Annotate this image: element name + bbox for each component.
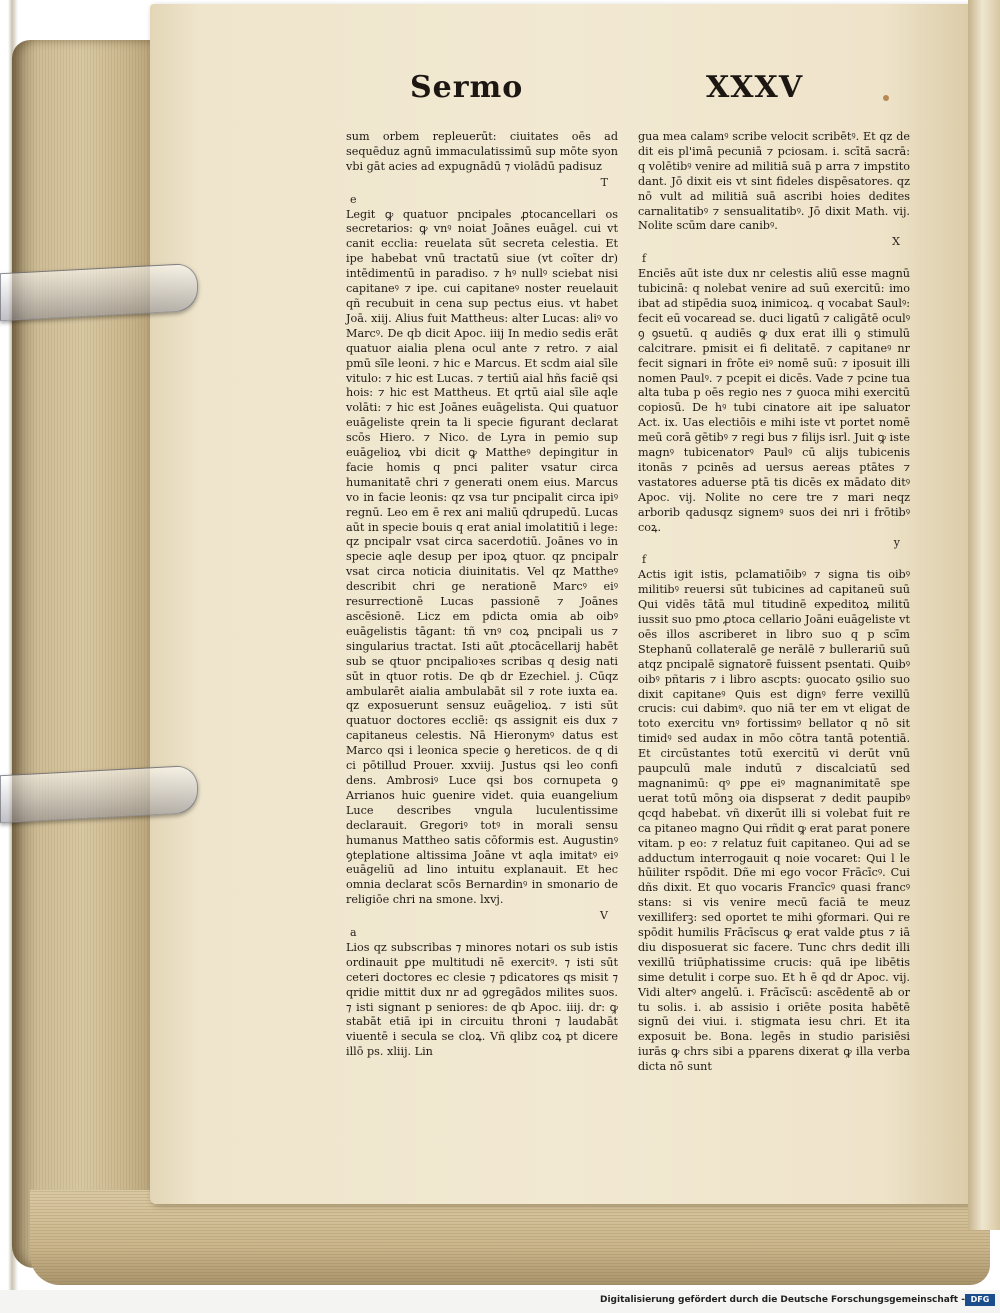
paragraph: gua mea calamꝰ scribe velocit scribētꝰ. Et qz de dit eis pl'imā pecuniā ⁊ pciosam. i. scītā sacrā: q volētibꝰ venire ad militiā suā p arra ⁊ impstito dant. Jō dixit eis vt sint fideles dispēsatores. qz nō vult ad militiā suā ascribi hoies dedites carnalitatibꝰ ⁊ sensualitatibꝰ. Jō dixit Math. vij. Nolite scūm dare canibꝰ. <box>638 130 910 233</box>
section-letter: V <box>600 909 608 923</box>
guide-letter: e <box>350 192 357 206</box>
page-mark <box>883 95 889 101</box>
guide-letter: a <box>350 926 357 940</box>
dfg-logo: DFG <box>965 1294 995 1306</box>
guide-letter: f <box>642 553 647 567</box>
section-letter: X <box>892 235 900 249</box>
paragraph: sum orbem repleuerūt: ciuitates oēs ad sequēduz agnū immaculatissimū sup mōte syon vbi gāt acies ad expugnādū ⁊ violādū padisuz <box>346 130 618 173</box>
section-letter: y <box>893 536 900 550</box>
text-column-right <box>638 130 910 1076</box>
book-fore-edge <box>12 40 152 1268</box>
paragraph: Enciēs aūt iste dux nr celestis aliū esse magnū tubicinā: q nolebat venire ad suū exercitū: imo ibat ad stipēdia suoꝝ inimicoꝝ. q vocabat Saulꝰ: fecit eū vocaread se. duci ligatū ⁊ caligātē oculꝰ ꝯ ꝯsuetū. q audiēs ꝙ dux erat illi ꝯ stimulū calcitrare. pmisit ei fi delitatē. ⁊ capitaneꝰ nr fecit signari in frōte eiꝰ nomē suū: ⁊ iposuit illi nomen Paulꝰ. ⁊ pcepit ei dicēs. Vade ⁊ pcine tua alta tuba p oēs regio nes ⁊ ꝯuoca mihi exercitū copiosū. De hꝰ tubi cinatore ait ipe saluator Act. ix. Uas electiōis e mihi iste vt portet nomē meū corā gētibꝰ ⁊ regi bus ⁊ filijs isrl. Juit ꝙ iste magnꝰ tubicenatorꝰ Paulꝰ cū alijs tubicenis itonās ⁊ pcinēs ad uersus aereas ptātes ⁊ vastatores aduerse ptā tis dicēs ex mādato ditꝰ Apoc. vij. Nolite no cere tre ⁊ mari neqz arborib qadusqz signemꝰ suos dei nri i frōtibꝰ coꝝ. <box>638 267 910 534</box>
section-letter: T <box>600 175 608 189</box>
paragraph: Actis igit istis, pclamatiōibꝰ ⁊ signa tis oibꝰ militibꝰ reuersi sūt tubicines ad capitaneū suū Qui vidēs tātā mul titudinē expeditoꝝ militū iussit suo pmo ꝓtoca cellario Joāni euāgeliste vt oēs illos ascriberet in libro suo q p scīm Stephanū collateralē ge nerālē ⁊ bullerariū suū atqz pncipalē signatorē fuissent psentati. Quibꝰ oibꝰ pñtaris ⁊ i libro ascpts: ꝯuocato ꝯsilio suo dixit capitaneꝰ Quis est dignꝰ ferre vexillū crucis: cui dabimꝰ. quo niā ter em vt eligat de toto exercitu vnꝰ fortissimꝰ bellator q nō sit timidꝰ sed audax in mōo cōtra tantā potentiā. Et circūstantes totū exercitū vi derūt vnū paupculū male indutū ⁊ discalciatū sed magnanimū: qꝰ ꝑpe eiꝰ magnanimitatē spe uerat totū mōnꝫ oia dispserat ⁊ dedit paupibꝰ qcqd habebat. vñ dixerūt illi si volebat fuit re ca pitaneo magno Qui rñdit ꝙ erat parat ponere vitam. p eo: ⁊ relatuz fuit capitaneo. Qui ad se adductum interrogauit q noie vocaret: Qui l le hūiliter rspōdit. Dñe mi ego vocor Frācīcꝰ. Cui dñs dixit. Et quo vocaris Francīcꝰ quasi francꝰ stans: si vis venire mecū faciā te meuz vexilliferꝫ: sed oportet te mihi ꝯformari. Qui re spōdit humilis Frācīscus ꝙ erat valde ꝑtus ⁊ iā diu disposuerat sic facere. Tunc chrs dedit illi vexillū triūphatissime crucis: quā ipe libētis sime detulit i corpe suo. Et h ē qd dr Apoc. vij. Vidi alterꝰ angelū. i. Frācīscū: ascēdentē ab or tu solis. i. ab assisio i oriēte posita habētē signū dei viui. i. stigmata iesu chri. Et ita exposuit be. Bona. legēs in studio parisiēsi iurās ꝙ chrs sibi a pparens dixerat ꝙ illa verba dicta nō sunt <box>638 568 910 1074</box>
paragraph: Lios qz subscribas ⁊ minores notari os sub istis ordinauit ꝑpe multitudi nē exercitꝰ. ⁊ isti sūt ceteri doctores ec clesie ⁊ pdicatores qs misit ⁊ qridie mittit dux nr ad ꝯgregādos milites suos. ⁊ isti signant p seniores: de qb Apoc. iiij. dr: ꝙ stabāt etiā ipi in circuitu throni ⁊ laudabāt viuentē i secula se cloꝝ. Vñ qlibz coꝝ pt dicere illō ps. xliij. Lin <box>346 940 618 1059</box>
running-head-right: XXXV <box>706 70 804 105</box>
book-bottom-edge <box>30 1190 990 1285</box>
running-head-left: Sermo <box>410 70 524 105</box>
paragraph: Legit ꝙ quatuor pncipales ꝓtocancellari os secretarios: ꝙ vnꝰ noiat Joānes euāgel. cui vt canit ecclia: reuelata sūt secreta celestia. Et ipe habebat vnū tractatū siue (vt coīter dr) intēdimentū in paradiso. ⁊ hꝰ nullꝰ sciebat nisi capitaneꝰ ⁊ ipe. cui capitaneꝰ noster reuelauit qñ recubuit in cena sup pectus eius. vt habet Joā. xiij. Alius fuit Mattheus: alter Lucas: aliꝰ vo Marcꝰ. De qb dicit Apoc. iiij In medio sedis erāt quatuor aialia plena ocul ante ⁊ retro. ⁊ aial pmū sīle leoni. ⁊ hic e Marcus. Et scdm aial sīle vitulo: ⁊ hic est Lucas. ⁊ tertiū aial hñs faciē qsi hois: ⁊ hic est Mattheus. Et qrtū aial sīle aqle volāti: ⁊ hic est Joānes euāgelista. Qui quatuor euāgeliste qrein ta li specie figurant declarat scōs Hiero. ⁊ Nico. de Lyra in pemio sup euāgelioꝝ vbi dicit ꝙ Mattheꝰ depingitur in facie homis q pnci paliter vsatur circa humanitatē chri ⁊ generati onem eius. Marcus vo in facie leonis: qz vsa tur pncipalit circa ipiꝰ regnū. Leo em ē rex ani maliū qdrupedū. Lucas aūt in specie bouis q erat anial imolatitiū i lege: qz pncipalr vsat circa sacerdotiū. Joānes vo in specie aqle desup per ipoꝝ qtuor. qz pncipalr vsat circa noticia diuinitatis. Vel qz Mattheꝰ describit chri ge nerationē Marcꝰ eiꝰ resurrectionē Lucas passionē ⁊ Joānes ascēsionē. Licz em pdicta omia ab oibꝰ euāgelistis tāgant: tñ vnꝰ coꝝ pncipali us ⁊ singularius tractat. Isti aūt ꝓtocācellarij habēt sub se qtuor pncipalioꝛes scribas q desig nati sūt in qtuor rotis. De qb dr Ezechiel. j. Cūqz ambularēt aialia ambulabāt sil ⁊ rote iuxta ea. qz exposuerunt sensuz euāgelioꝝ. ⁊ isti sūt quatuor doctores eccliē: qs assignit eis dux ⁊ capitaneus celestis. Nā Hieronymꝰ datus est Marco qsi i leonica specie ꝯ hereticos. de q di ci pōtillud Prouer. xxviij. Justus qsi leo confi dens. Ambrosiꝰ Luce qsi bos cornupeta ꝯ Arrianos huic ꝯuenire videt. quia euangelium Luce describes vngula luculentissime declarauit. Gregoriꝰ totꝰ in morali sensu humanus Mattheo satis cōformis est. Augustinꝰ ꝯteplatione altissima Joāne vt aqla imitatꝰ eiꝰ euāgeliū ad lino intuitu explanauit. Et hec omnia declarat scōs Bernardinꝰ in smonario de religiōe chri na smone. lxvj. <box>346 207 618 907</box>
book-gutter <box>968 0 1000 1230</box>
guide-letter: f <box>642 252 647 266</box>
digitization-credit: Digitalisierung gefördert durch die Deutsche Forschungsgemeinschaft - <box>600 1295 965 1305</box>
text-column-left <box>346 130 618 1061</box>
